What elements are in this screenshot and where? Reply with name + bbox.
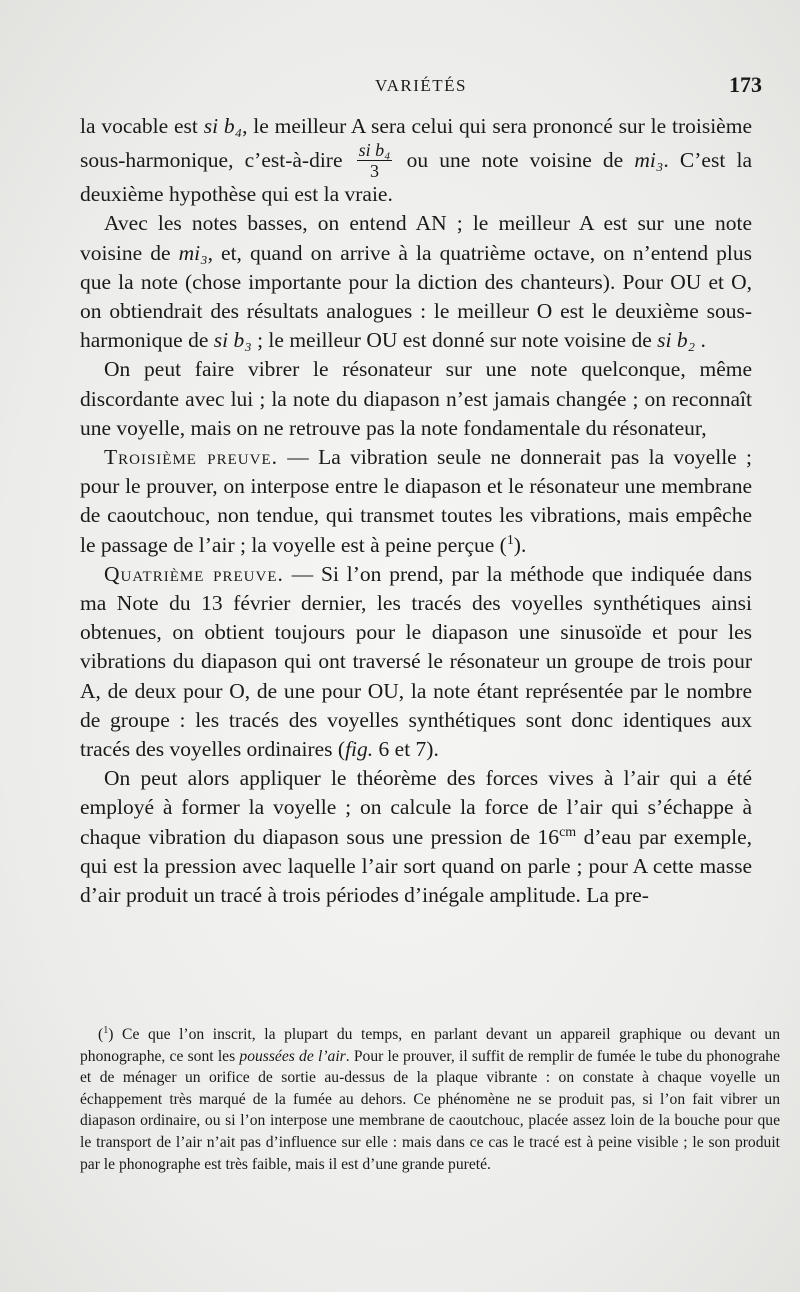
text-run: — La vibration seule ne donnerait pas la voyelle ; pour le prouver, on interpose entre le diapason et le résonateur une membrane de caoutchouc, non tendue, qui transmet toutes les vibrations, mais empêche le passage de l’air ; la voyelle est à peine perçue ( [80, 445, 753, 557]
paragraph [80, 209, 752, 355]
text-run: ou une note voisine de [395, 148, 635, 173]
note-name: si b₃ [213, 328, 252, 353]
text-run: d’eau par exemple, qui est la pression avec laquelle l’air sort quand on parle ; pour A cette masse d’air produit un tracé à trois périodes d’inégale amplitude. La pre- [80, 824, 752, 908]
figure-reference: fig. [345, 737, 374, 762]
text-run: 6 et 7). [373, 737, 439, 762]
note-name: si b₂ [657, 328, 696, 353]
paragraph [80, 764, 752, 910]
text-run: ; le meilleur OU est donné sur note voisine de [251, 328, 658, 353]
fraction-denominator: 3 [370, 161, 380, 182]
text-run: . Pour le prouver, il suffit de remplir de fumée le tube du phonograhe et de ménager un orifice de sortie au-dessus de la plaque vibrante : on constate à chaque voyelle un échappement très marqué de la fumée au dehors. Ce phénomène ne se produit pas, si l’on fait vibrer un diapason ordinaire, ou si l’on interpose une membrane de caoutchouc, placée assez loin de la bouche pour que le transport de l’air n’ait pas d’influence sur elle : mais dans ce cas le tracé est à peine visible ; le son produit par le phonographe est très faible, mais il est d’une grande pureté. [80, 1047, 780, 1173]
paragraph [80, 560, 752, 764]
fraction [357, 141, 393, 180]
text-run: , le meilleur A sera celui qui sera prononcé sur le troisième sous-harmonique, c’est-à-dire [80, 114, 752, 173]
note-name: mi₃ [634, 148, 664, 173]
unit-superscript: cm [559, 824, 577, 840]
paragraph [80, 112, 752, 209]
page-number: 173 [729, 72, 762, 97]
footnote-marker: 1 [103, 1024, 109, 1036]
body-text [80, 112, 752, 910]
section-heading: Quatrième preuve. [104, 561, 284, 586]
text-run: la vocable est [80, 114, 204, 138]
footnote: ($^1$) Ce que l’on inscrit, la plupart du temps, en parlant devant un appareil graphique ou devant un phonographe, ce sont les poussées de l’air. Pour le prouver, il suffit de remplir de fumée le tube du phonograhe et de ménager un orifice de sortie au-dessus de la plaque vibrante : on constate à chaque voyelle un échappement très marqué de la fumée au dehors. Ce phénomène ne se produit pas, si l’on fait vibrer un diapason ordinaire, ou si l’on interpose une membrane de caoutchouc, placée assez loin de la bouche pour que le transport de l’air n’ait pas d’influence sur elle : mais dans ce cas le tracé est à peine visible ; le son produit par le phonographe est très faible, mais il est d’une grande pureté. [80, 1024, 780, 1173]
note-name: si b₄ [203, 114, 243, 138]
text-run: , et, quand on arrive à la quatrième octave, on n’entend plus que la note (chose importante pour la diction des chanteurs). Pour OU et O, on obtiendrait des résultats analogues : le meilleur O est le deuxième sous-harmonique de [80, 240, 752, 353]
text-run: Avec les notes basses, on entend AN ; le meilleur A est sur une note voisine de [80, 211, 752, 265]
text-run: On peut alors appliquer le théorème des forces vives à l’air qui a été employé à former la voyelle ; on calcule la force de l’air qui s’échappe à chaque vibration du diapason sous une pression de 16 [80, 766, 752, 849]
fraction-numerator: si b₄ [358, 140, 391, 161]
footnotes [80, 1024, 780, 1175]
paragraph: On peut faire vibrer le résonateur sur une note quelconque, même discordante avec lui ; la note du diapason n’est jamais changée ; on reconnaît une voyelle, mais on ne retrouve pas la note fondamentale du résonateur, [80, 357, 752, 440]
running-title: VARIÉTÉS [375, 76, 467, 95]
section-heading: Troisième preuve. [104, 445, 278, 470]
text-run: . [695, 328, 706, 353]
text-run: — Si l’on prend, par la méthode que indiquée dans ma Note du 13 février dernier, les tracés des voyelles synthétiques ainsi obtenues, on obtient toujours pour le diapason une sinusoïde et pour les vibrations du diapason qui ont traversé le résonateur un groupe de trois pour A, de deux pour O, de une pour OU, la note étant représentée par le nombre de groupe : les tracés des voyelles synthétiques sont donc identiques aux tracés des voyelles ordinaires ( [80, 561, 752, 762]
paragraph [80, 443, 752, 560]
text-run: Ce que l’on inscrit, la plupart du temps, en parlant devant un appareil graphique ou devant un phonographe, ce sont les [80, 1026, 780, 1065]
text-run: poussées de l’air [239, 1047, 346, 1065]
note-name: mi₃ [178, 240, 208, 265]
text-run: . C’est la deuxième hypothèse qui est la vraie. [80, 148, 752, 207]
text-run: ). [513, 532, 527, 557]
footnote-marker: 1 [506, 532, 514, 548]
page-header [80, 72, 762, 104]
